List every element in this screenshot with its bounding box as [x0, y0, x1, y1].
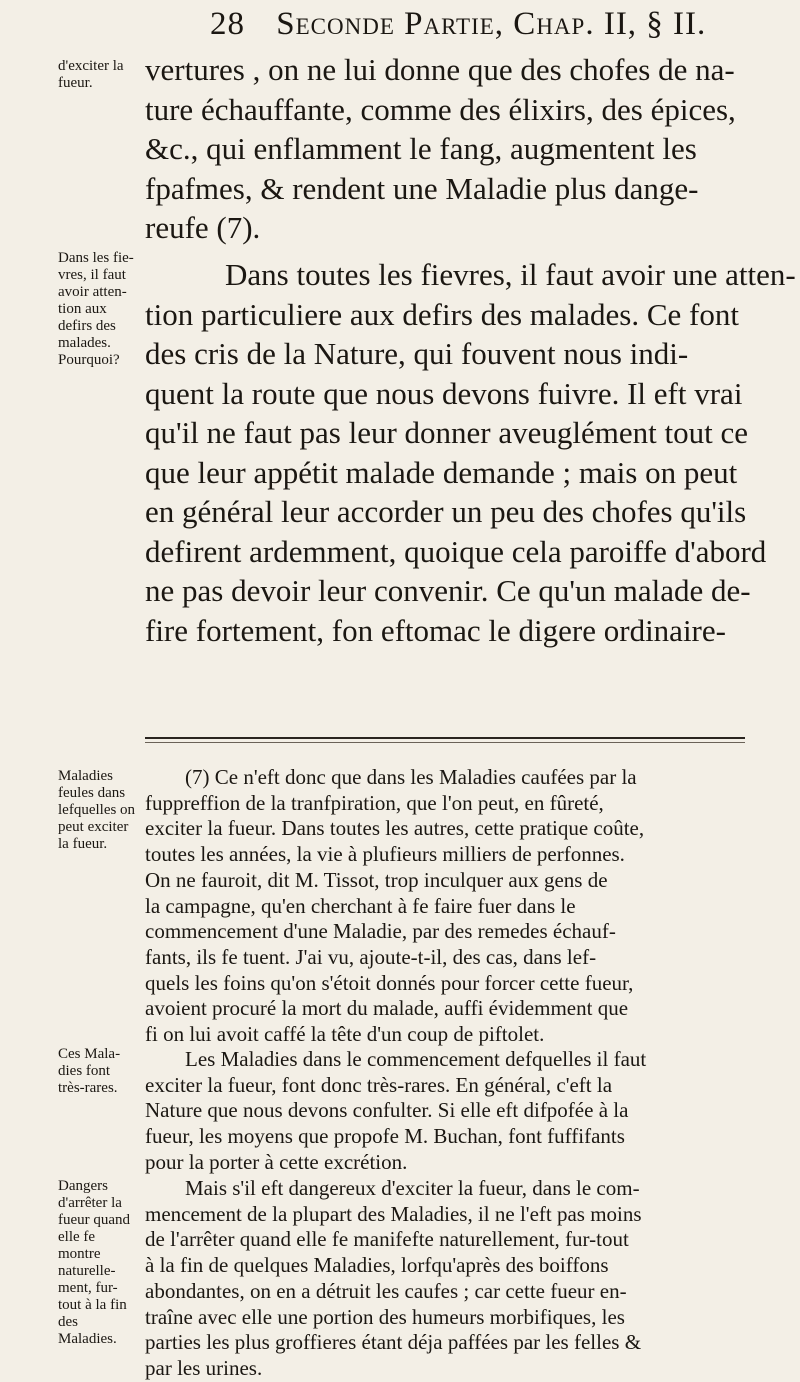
text-line: Dans toutes les fievres, il faut avoir une atten-: [225, 257, 796, 292]
text-line: quent la route que nous devons fuivre. Il eft vrai: [145, 375, 743, 411]
footnote-paragraph-1: [145, 765, 790, 1048]
text-line: qu'il ne faut pas leur donner aveuglément tout ce: [145, 415, 748, 450]
running-header: [210, 6, 770, 43]
text-line: fire fortement, fon eftomac le digere ordinaire-: [145, 612, 726, 648]
footnote-line: parties les plus groffieres étant déja paffées par les felles &: [145, 1330, 642, 1355]
main-paragraph-1: [145, 50, 785, 248]
footnote-line: toutes les années, la vie à plufieurs milliers de perfonnes.: [145, 842, 625, 867]
text-line: ture échauffante, comme des élixirs, des épices,: [145, 91, 736, 127]
footnote-line: fants, ils fe tuent. J'ai vu, ajoute-t-il, des cas, dans lef-: [145, 944, 597, 969]
footnote-line: avoient procuré la mort du malade, auffi évidemment que: [145, 996, 629, 1021]
footnote-line: fuppreffion de la tranfpiration, que l'on peut, en fûreté,: [145, 790, 604, 815]
footnote-line: Les Maladies dans le commencement defquelles il faut: [185, 1047, 647, 1071]
footnote-line: mencement de la plupart des Maladies, il ne l'eft pas moins: [145, 1201, 642, 1226]
footnote-line: fueur, les moyens que propofe M. Buchan, font fuffifants: [145, 1124, 625, 1149]
footnote-line: (7) Ce n'eft donc que dans les Maladies caufées par la: [185, 765, 637, 789]
footnote-divider-thin: [145, 742, 745, 743]
page-number: 28: [210, 6, 245, 42]
footnote-line: la campagne, qu'en cherchant à fe faire fuer dans le: [145, 893, 576, 918]
margin-note: Dangers d'arrêter la fueur quand elle fe montre naturelle-ment, fur-tout à la fin des Maladies.: [58, 1178, 131, 1347]
text-line: &c., qui enflamment le fang, augmentent les: [145, 131, 697, 166]
footnote-line: traîne avec elle une portion des humeurs morbifiques, les: [145, 1304, 625, 1329]
text-line: ne pas devoir leur convenir. Ce qu'un malade de-: [145, 573, 751, 608]
footnote-line: commencement d'une Maladie, par des remedes échauf-: [145, 919, 616, 944]
footnote-line: Mais s'il eft dangereux d'exciter la fueur, dans le com-: [185, 1176, 640, 1200]
footnote-line: à la fin de quelques Maladies, lorfqu'après des boiffons: [145, 1253, 609, 1278]
margin-note: d'exciter la fueur.: [58, 58, 124, 91]
margin-note: Ces Mala-dies font très-rares.: [58, 1046, 121, 1096]
footnote-line: exciter la fueur. Dans toutes les autres, cette pratique coûte,: [145, 816, 645, 841]
text-line: en général leur accorder un peu des chofes qu'ils: [145, 494, 747, 529]
text-line: fpafmes, & rendent une Maladie plus dange-: [145, 170, 699, 206]
text-line: des cris de la Nature, qui fouvent nous indi-: [145, 336, 689, 371]
running-title: Seconde Partie, Chap. II, § II.: [276, 6, 707, 42]
footnote-line: pour la porter à cette excrétion.: [145, 1149, 408, 1174]
footnote-divider: [145, 737, 745, 739]
text-line: reufe (7).: [145, 210, 261, 245]
margin-note: Dans les fie-vres, il faut avoir atten-tion aux defirs des malades. Pourquoi?: [58, 250, 134, 368]
main-paragraph-2: [145, 255, 796, 650]
margin-note: Maladies feules dans lefquelles on peut exciter la fueur.: [58, 768, 136, 852]
footnote-line: abondantes, on en a détruit les caufes ; car cette fueur en-: [145, 1278, 627, 1303]
footnote-line: exciter la fueur, font donc très-rares. En général, c'eft la: [145, 1072, 613, 1097]
footnote-line: quels les foins qu'on s'étoit donnés pour forcer cette fueur,: [145, 970, 634, 995]
text-line: defirent ardemment, quoique cela paroiffe d'abord: [145, 533, 767, 569]
footnote-line: de l'arrêter quand elle fe manifefte naturellement, fur-tout: [145, 1227, 629, 1252]
text-line: tion particuliere aux defirs des malades. Ce font: [145, 296, 739, 332]
text-line: que leur appétit malade demande ; mais on peut: [145, 454, 738, 490]
footnote-line: On ne fauroit, dit M. Tissot, trop inculquer aux gens de: [145, 867, 608, 892]
text-line: vertures , on ne lui donne que des chofes de na-: [145, 52, 735, 87]
footnote-paragraph-3: [145, 1176, 790, 1382]
footnote-line: fi on lui avoit caffé la tête d'un coup de piftolet.: [145, 1022, 545, 1047]
footnote-paragraph-2: [145, 1047, 790, 1176]
footnote-line: Nature que nous devons confulter. Si elle eft difpofée à la: [145, 1098, 629, 1123]
footnote-line: par les urines.: [145, 1355, 263, 1380]
